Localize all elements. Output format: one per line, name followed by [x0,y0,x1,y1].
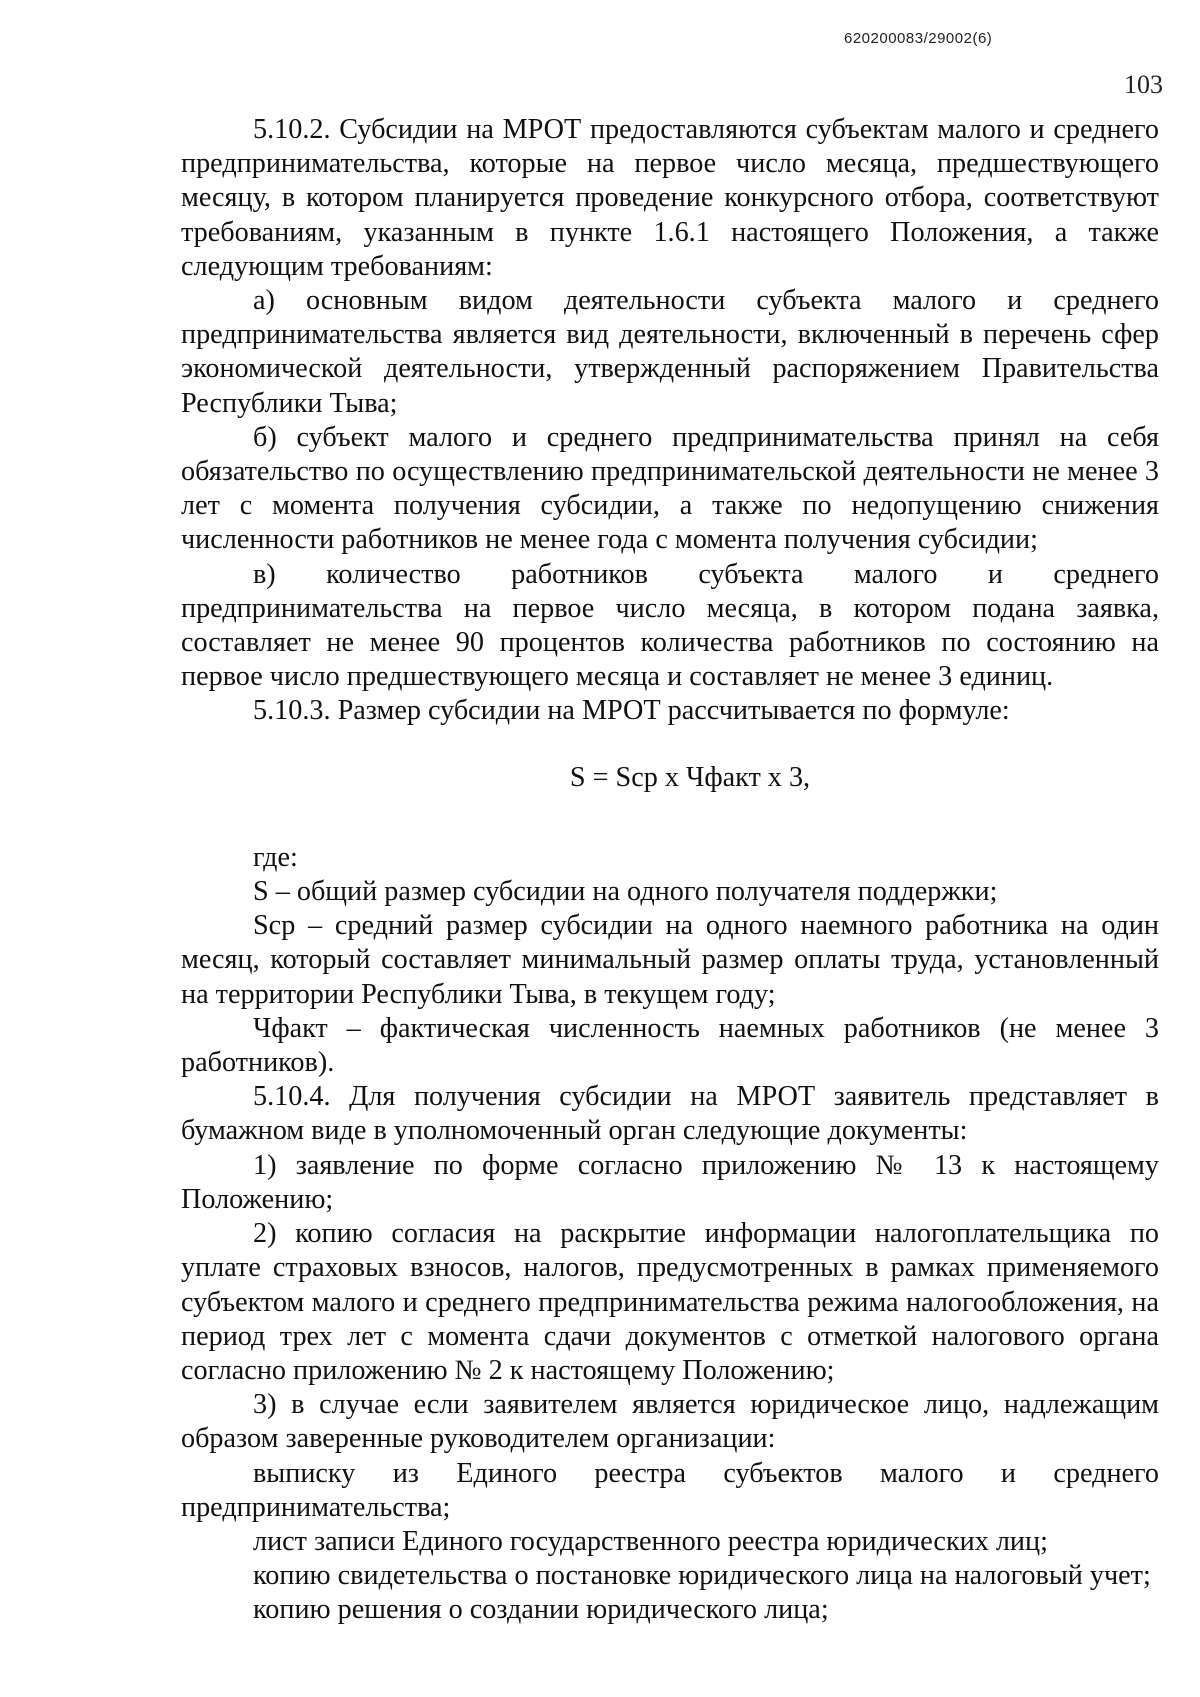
document-body [181,113,1159,1628]
document-item-3: 3) в случае если заявителем является юридическое лицо, надлежащим образом заверенные руководителем организации: [181,1389,1159,1455]
paragraph-item-a: а) основным видом деятельности субъекта малого и среднего предпринимательства является вид деятельности, включенный в перечень сфер экономической деятельности, утвержденный распоряжением Правительства Республики Тыва; [181,285,1159,419]
document-id: 620200083/29002(6) [844,30,993,47]
paragraph-5-10-3: 5.10.3. Размер субсидии на МРОТ рассчитывается по формуле: [253,695,1010,727]
paragraph-5-10-2: 5.10.2. Субсидии на МРОТ предоставляются субъектам малого и среднего предпринимательства, которые на первое число месяца, предшествующего месяцу, в котором планируется проведение конкурсного отбора, соответствуют требованиям, указанным в пункте 1.6.1 настоящего Положения, а также следующим требованиям: [181,114,1159,282]
formula-block [181,761,1159,795]
definition-chfakt: Чфакт – фактическая численность наемных работников (не менее 3 работников). [181,1012,1159,1079]
paragraph-5-10-4: 5.10.4. Для получения субсидии на МРОТ заявитель представляет в бумажном виде в уполномоченный орган следующие документы: [181,1081,1159,1147]
where-label: где: [253,841,298,873]
definition-scp: Scp – средний размер субсидии на одного наемного работника на один месяц, который составляет минимальный размер оплаты труда, установленный на территории Республики Тыва, в текущем году; [181,910,1159,1010]
document-item-2: 2) копию согласия на раскрытие информации налогоплательщика по уплате страховых взносов, налогов, предусмотренных в рамках применяемого субъектом малого и среднего предпринимательства режима налогообложения, на период трех лет с момента сдачи документов с отметкой налогового органа согласно приложению № 2 к настоящему Положению; [181,1218,1159,1386]
paragraph-item-v: в) количество работников субъекта малого и среднего предпринимательства на первое число месяца, в котором подана заявка, составляет не менее 90 процентов количества работников по состоянию на первое число предшествующего месяца и составляет не менее 3 единиц. [181,558,1159,693]
sub-item-extract: выписку из Единого реестра субъектов малого и среднего предпринимательства; [181,1457,1159,1523]
paragraph-item-b: б) субъект малого и среднего предпринимательства принял на себя обязательство по осуществлению предпринимательской деятельности не менее 3 лет с момента получения субсидии, а также по недопущению снижения численности работников не менее года с момента получения субсидии; [181,421,1159,556]
document-item-1: 1) заявление по форме согласно приложению № 13 к настоящему Положению; [181,1149,1159,1215]
sub-item-creation-decision: копию решения о создании юридического лица; [253,1594,829,1626]
sub-item-tax-certificate: копию свидетельства о постановке юридического лица на налоговый учет; [253,1560,1151,1592]
definition-s: S – общий размер субсидии на одного получателя поддержки; [253,876,998,908]
formula: S = Scp x Чфакт x 3, [569,761,811,793]
sub-item-record-sheet: лист записи Единого государственного реестра юридических лиц; [253,1525,1048,1557]
page-number: 103 [1124,70,1163,99]
